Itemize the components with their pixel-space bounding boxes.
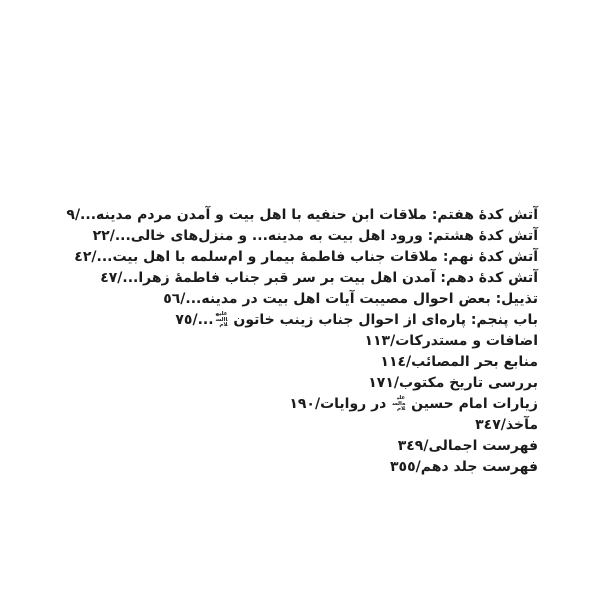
toc-line: منابع بحر المصائب/١١٤ [380,354,538,370]
toc-line-text: .../٧٥ [175,312,214,328]
honorific-mark: علیه‌السلام [392,395,406,412]
toc-line-text: زیارات امام حسین [406,396,538,412]
table-of-contents [66,205,538,478]
toc-line-text: باب پنجم: پاره‌ای از احوال جناب زینب خاتون [228,312,538,328]
toc-line: آتش کدۀ دهم: آمدن اهل بیت بر سر قبر جناب فاطمۀ زهرا.../٤٧ [100,270,538,286]
toc-line: مآخذ/٣٤٧ [475,417,538,433]
toc-line: فهرست اجمالی/٣٤٩ [397,438,538,454]
toc-line-text: در روایات/١٩٠ [289,396,392,412]
toc-line [66,394,538,415]
toc-line [66,310,538,331]
toc-line: آتش کدۀ هفتم: ملاقات ابن حنفیه با اهل بیت و آمدن مردم مدینه.../٩ [66,207,538,223]
toc-line: تذییل: بعض احوال مصیبت آیات اهل بیت در مدینه.../٥٦ [163,291,538,307]
toc-line: آتش کدۀ هشتم: ورود اهل بیت به مدینه... و منزل‌های خالی.../٢٢ [92,228,538,244]
toc-line: اضافات و مستدرکات/١١٣ [364,333,538,349]
toc-line: آتش کدۀ نهم: ملاقات جناب فاطمۀ بیمار و ام‌سلمه با اهل بیت.../٤٢ [74,249,538,265]
toc-line: بررسی تاریخ مکتوب/١٧١ [368,375,538,391]
toc-line: فهرست جلد دهم/٣٥٥ [390,459,538,475]
honorific-mark: علیهاالسلام [215,311,228,328]
